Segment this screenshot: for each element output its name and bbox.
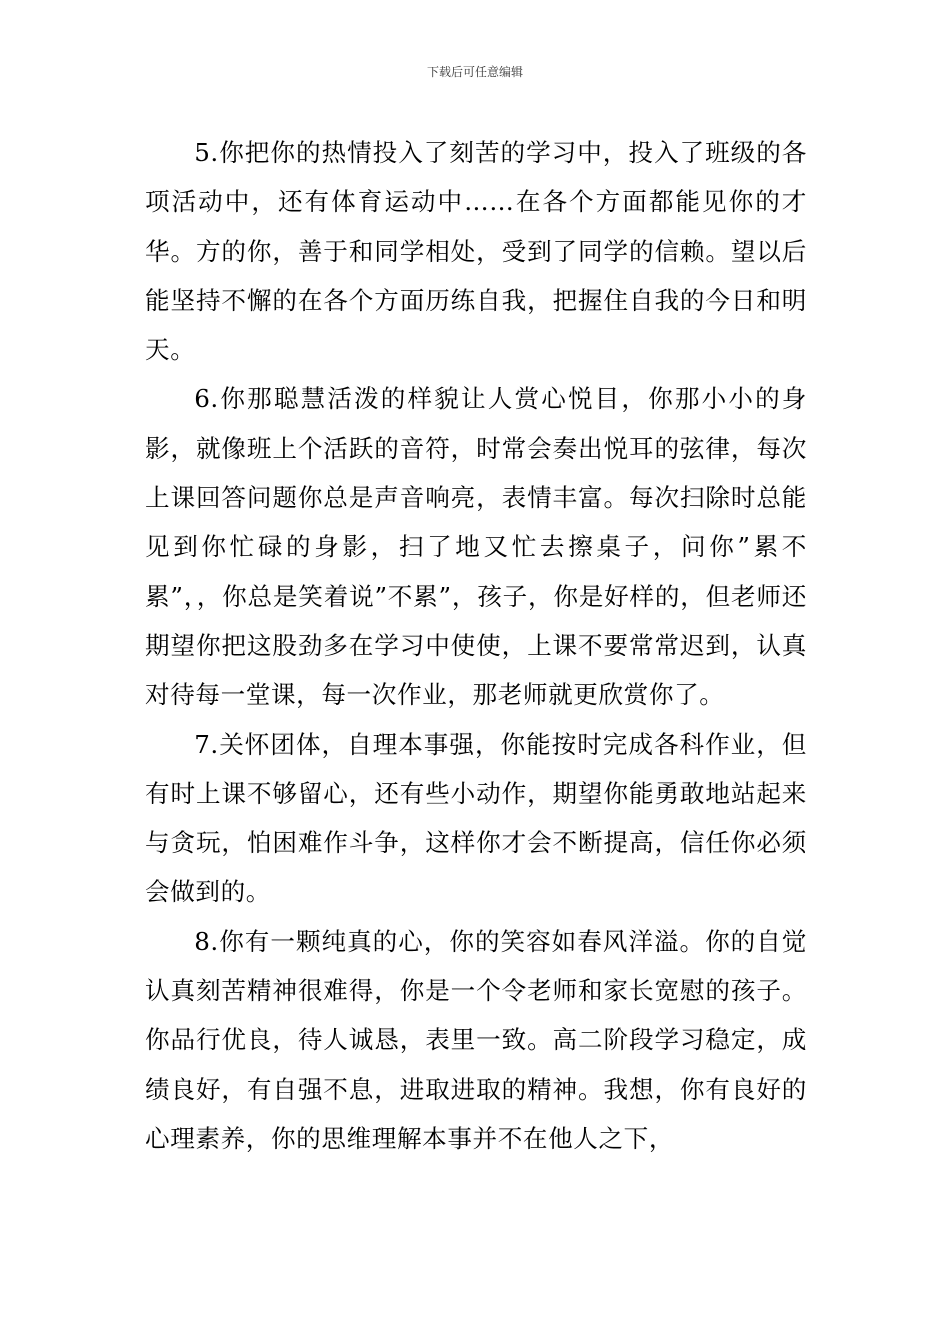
- paragraph-8: 8.你有一颗纯真的心，你的笑容如春风洋溢。你的自觉认真刻苦精神很难得，你是一个令老师和家长宽慰的孩子。你品行优良，待人诚恳，表里一致。高二阶段学习稳定，成绩良好，有自强不息，进取进取的精神。我想，你有良好的心理素养，你的思维理解本事并不在他人之下，: [145, 926, 807, 1153]
- document-body: [145, 128, 807, 1163]
- paragraph-5: 5.你把你的热情投入了刻苦的学习中，投入了班级的各项活动中，还有体育运动中……在各个方面都能见你的才华。方的你，善于和同学相处，受到了同学的信赖。望以后能坚持不懈的在各个方面历练自我，把握住自我的今日和明天。: [145, 138, 807, 365]
- paragraph-6: 6.你那聪慧活泼的样貌让人赏心悦目，你那小小的身影，就像班上个活跃的音符，时常会奏出悦耳的弦律，每次上课回答问题你总是声音响亮，表情丰富。每次扫除时总能见到你忙碌的身影，扫了地又忙去擦桌子，问你”累不累”，，你总是笑着说”不累”，孩子，你是好样的，但老师还期望你把这股劲多在学习中使使，上课不要常常迟到，认真对待每一堂课，每一次作业，那老师就更欣赏你了。: [145, 384, 807, 710]
- page-header: 下载后可任意编辑: [426, 65, 523, 79]
- paragraph-7: 7.关怀团体，自理本事强，你能按时完成各科作业，但有时上课不够留心，还有些小动作，期望你能勇敢地站起来与贪玩，怕困难作斗争，这样你才会不断提高，信任你必须会做到的。: [145, 729, 807, 907]
